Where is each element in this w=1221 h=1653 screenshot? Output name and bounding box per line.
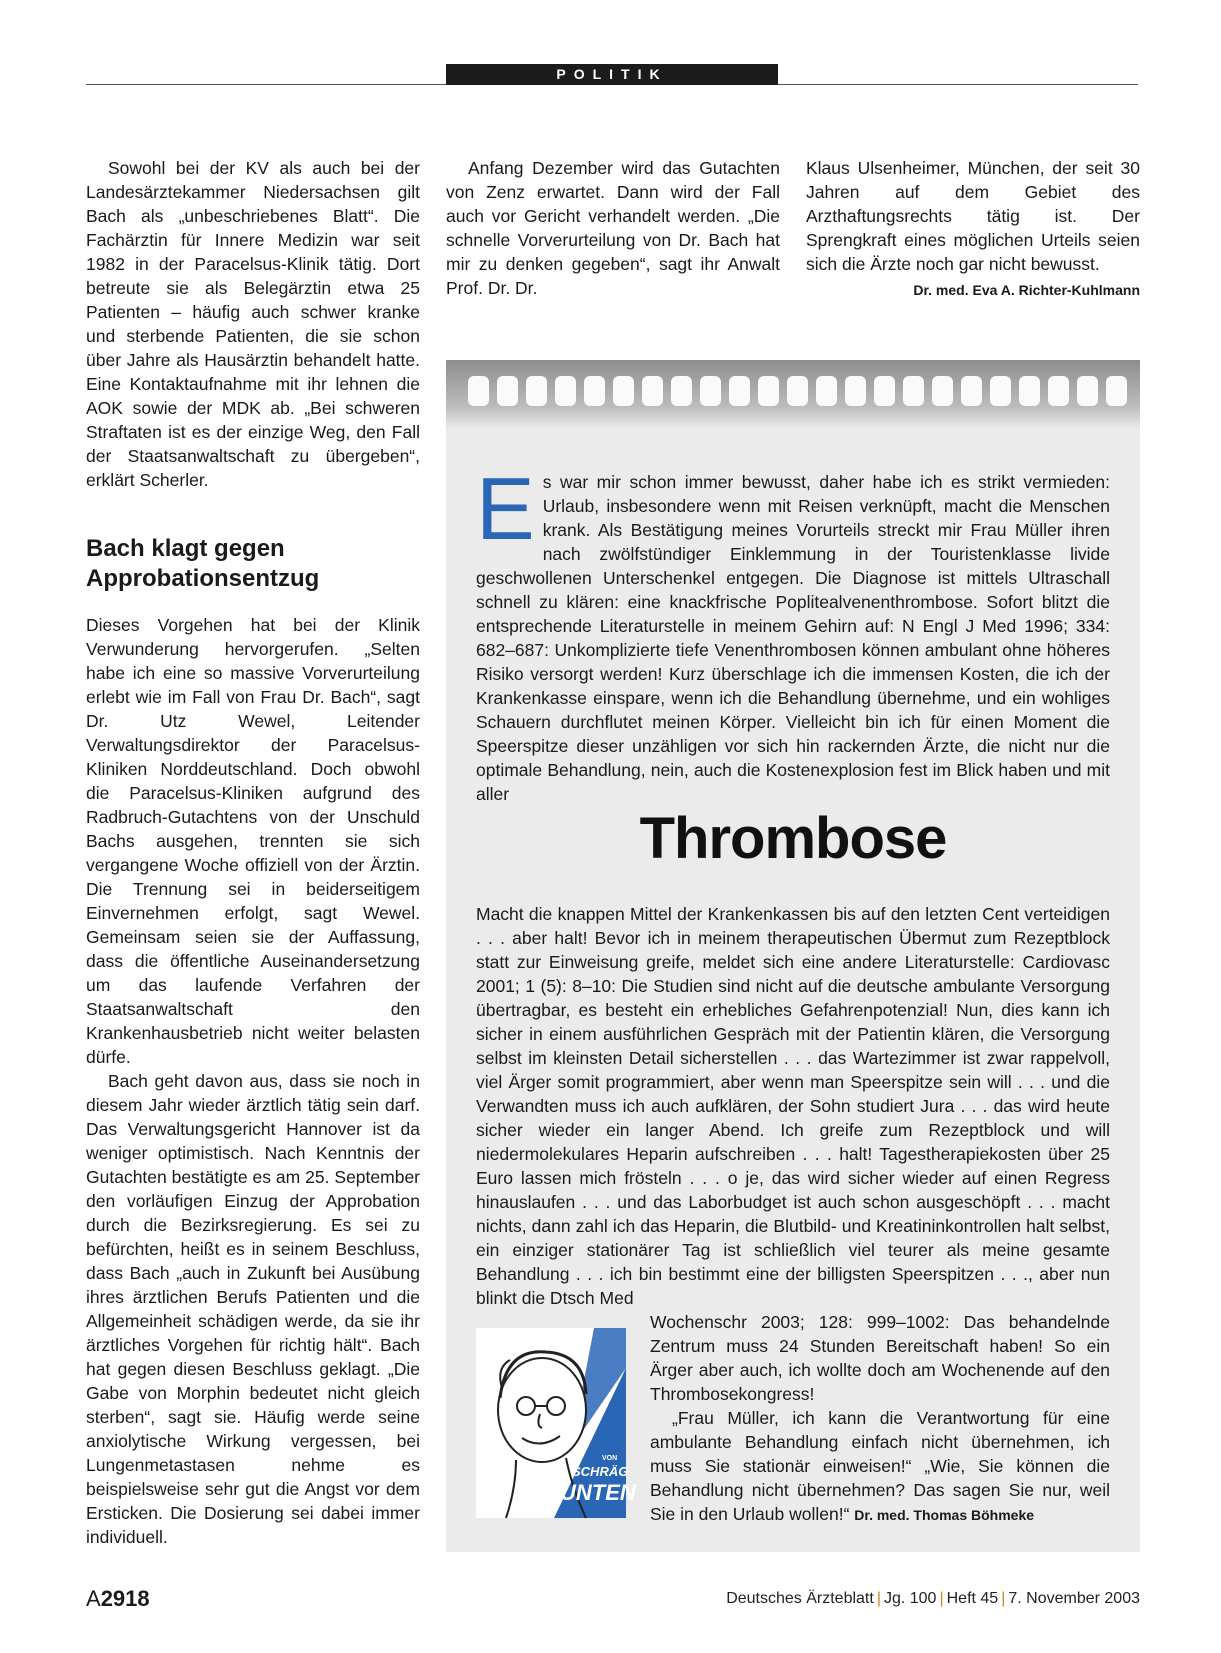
film-hole bbox=[642, 376, 663, 406]
section-label: POLITIK bbox=[446, 64, 778, 85]
box-body bbox=[476, 902, 1110, 1310]
film-hole bbox=[874, 376, 895, 406]
journal-name: Deutsches Ärzteblatt bbox=[726, 1590, 874, 1607]
article-author: Dr. med. Eva A. Richter-Kuhlmann bbox=[913, 282, 1140, 298]
box-title: Thrombose bbox=[639, 806, 947, 871]
box-intro-text: s war mir schon immer bewusst, daher habe ich es strikt vermieden: Urlaub, insbesondere wenn mit Reisen verknüpft, macht die Menschen krank. Als Bestätigung meines Vorurteils streckt mir Frau Müller ihren nach zwölfstündiger Einklemmung in der Touristenklasse livide geschwollenen Unterschenkel entgegen. Die Diagnose ist mittels Ultraschall schnell zu klären: eine knackfrische Poplitealvenenthrombose. Sofort blitzt die entsprechende Literaturstelle in meinem Gehirn auf: N Engl J Med 1996; 334: 682–687: Unkomplizierte tiefe Venenthrombosen können ambulant ohne höheres Risiko versorgt werden! Kurz überschlage ich die immensen Kosten, die ich der Krankenkasse einspare, wenn ich die Behandlung übernehme, und ein wohliges Schauern durchflutet meinen Körper. Vielleicht bin ich für einen Moment die Speerspitze dieser unzähligen vor sich hin rackernden Ärzte, die nicht nur die optimale Behandlung, nein, auch die Kostenexplosion fest im Blick haben und mit aller bbox=[476, 472, 1110, 804]
film-hole bbox=[932, 376, 953, 406]
column-1 bbox=[86, 156, 420, 492]
film-hole bbox=[758, 376, 779, 406]
cartoon-label-1: SCHRÄG bbox=[572, 1464, 629, 1479]
film-hole bbox=[468, 376, 489, 406]
box-body-text: Macht die knappen Mittel der Krankenkassen bis auf den letzten Cent verteidigen . . . aber halt! Bevor ich in meinem therapeutischen Übermut zum Rezeptblock statt zur Einweisung greife, meldet sich eine andere Literaturstelle: Cardiovasc 2001; 1 (5): 8–10: Die Studien sind nicht auf die deutsche ambulante Versorgung übertragbar, es besteht ein erhebliches Gefahrenpotenzial! Nun, dies kann ich sicher in einem ausführlichen Gespräch mit der Patientin klären, die Versorgung selbst im kleinsten Detail sicherstellen . . . das Wartezimmer ist zwar rappelvoll, viel Ärger somit programmiert, aber wenn man Speerspitze sein will . . . und die Verwandten muss ich auch aufklären, der Sohn studiert Jura . . . das wird heute sicher wieder ein langer Abend. Ich greife zum Rezeptblock und will niedermolekulares Heparin aufschreiben . . . halt! Tagestherapiekosten über 25 Euro lassen mich frösteln . . . o je, das wird sicher wieder auf einen Regress hinauslaufen . . . und das Laborbudget ist auch schon ausgeschöpft . . . macht nichts, dann zahl ich das Heparin, die Blutbild- und Kreatininkontrollen halt selbst, ein einziger stationärer Tag ist schließlich viel teurer als meine gesamte Behandlung . . . ich bin bestimmt eine der billigsten Speerspitzen . . ., aber nun blinkt die Dtsch Med bbox=[476, 904, 1110, 1308]
film-hole bbox=[1019, 376, 1040, 406]
journal-issue: Heft 45 bbox=[946, 1590, 999, 1607]
cartoon-portrait bbox=[476, 1328, 636, 1518]
column-1-continued bbox=[86, 613, 420, 1549]
journal-volume: Jg. 100 bbox=[883, 1590, 937, 1607]
drop-cap: E bbox=[476, 459, 535, 558]
col2-paragraph-1: Anfang Dezember wird das Gutachten von Zenz erwartet. Dann wird der Fall auch vor Gericht verhandelt werden. „Die schnelle Vorverurteilung von Dr. Bach hat mir zu denken gegeben“, sagt ihr Anwalt Prof. Dr. Dr. bbox=[446, 158, 780, 298]
page-number bbox=[86, 1586, 150, 1612]
film-hole bbox=[961, 376, 982, 406]
box-last-text: „Frau Müller, ich kann die Verantwortung für eine ambulante Behandlung einfach nicht übernehmen, ich muss Sie stationär einweisen!“ „Wie, Sie können die Behandlung nicht übernehmen? Das sagen Sie nur, weil Sie in den Urlaub wollen!“ bbox=[650, 1408, 1110, 1524]
film-hole bbox=[671, 376, 692, 406]
film-hole bbox=[1077, 376, 1098, 406]
box-intro bbox=[476, 459, 1110, 806]
film-hole bbox=[816, 376, 837, 406]
column-3 bbox=[806, 156, 1140, 302]
film-hole bbox=[584, 376, 605, 406]
film-hole bbox=[555, 376, 576, 406]
col1-paragraph-2: Dieses Vorgehen hat bei der Klinik Verwunderung hervorgerufen. „Selten habe ich eine so massive Vorverurteilung erlebt wie im Fall von Frau Dr. Bach“, sagt Dr. Utz Wewel, Leitender Verwaltungsdirektor der Paracelsus-Kliniken Norddeutschland. Doch obwohl die Paracelsus-Kliniken aufgrund des Radbruch-Gutachtens von der Unschuld Bachs ausgehen, trennten sie sich vergangene Woche offiziell von der Ärztin. Die Trennung sei in beiderseitigem Einvernehmen erfolgt, sagt Wewel. Gemeinsam seien sie der Auffassung, dass die öffentliche Auseinandersetzung um das laufende Verfahren der Staatsanwaltschaft den Krankenhausbetrieb nicht weiter belasten dürfe. bbox=[86, 615, 420, 1067]
box-last-paragraph bbox=[650, 1406, 1110, 1527]
film-hole bbox=[729, 376, 750, 406]
film-hole bbox=[990, 376, 1011, 406]
film-hole bbox=[497, 376, 518, 406]
col1-paragraph-3: Bach geht davon aus, dass sie noch in diesem Jahr wieder ärztlich tätig sein darf. Das Verwaltungsgericht Hannover ist da weniger optimistisch. Nach Kenntnis der Gutachten bestätigte es am 25. September den vorläufigen Einzug der Approbation durch die Bezirksregierung. Es sei zu befürchten, heißt es in seinem Beschluss, dass Bach „auch in Zukunft bei Ausübung ihres ärztlichen Berufs Patienten und die Allgemeinheit schädigen werde, da sie ihr ärztliches Vorgehen für richtig hält“. Bach hat gegen diesen Beschluss geklagt. „Die Gabe von Morphin bedeutet nicht gleich sterben“, sagt sie. Häufig werde seine anxiolytische Wirkung vergessen, bei Lungenmetastasen nehme es beispielsweise sehr gut die Angst vor dem Ersticken. Die Dosierung sei dabei immer individuell. bbox=[86, 1071, 420, 1547]
footer-citation: Deutsches Ärzteblatt | Jg. 100 | Heft 45 | 7. November 2003 bbox=[726, 1590, 1140, 1607]
box-body-cont-text: Wochenschr 2003; 128: 999–1002: Das behandelnde Zentrum muss 24 Stunden Bereitschaft haben! So ein Ärger aber auch, ich wollte doch am Wochenende auf den Thrombosekongress! bbox=[650, 1312, 1110, 1404]
film-hole bbox=[526, 376, 547, 406]
film-hole bbox=[845, 376, 866, 406]
film-hole bbox=[787, 376, 808, 406]
page-number-value: 2918 bbox=[100, 1586, 150, 1611]
subheading: Bach klagt gegen Approbationsentzug bbox=[86, 535, 320, 592]
cartoon-label-2: UNTEN bbox=[560, 1480, 636, 1505]
box-body-continued bbox=[650, 1310, 1110, 1527]
film-hole bbox=[1048, 376, 1069, 406]
film-hole bbox=[1106, 376, 1127, 406]
journal-date: 7. November 2003 bbox=[1008, 1590, 1140, 1607]
cartoon-label-small: VON bbox=[602, 1455, 618, 1462]
film-holes bbox=[446, 370, 1140, 410]
film-hole bbox=[903, 376, 924, 406]
film-hole bbox=[700, 376, 721, 406]
box-author: Dr. med. Thomas Böhmeke bbox=[854, 1507, 1035, 1523]
film-hole bbox=[613, 376, 634, 406]
column-2 bbox=[446, 156, 780, 300]
col3-paragraph-1: Klaus Ulsenheimer, München, der seit 30 Jahren auf dem Gebiet des Arzthaftungsrechts tätig ist. Der Sprengkraft eines möglichen Urteils seien sich die Ärzte noch gar nicht bewusst. bbox=[806, 158, 1140, 274]
col1-paragraph-1: Sowohl bei der KV als auch bei der Landesärztekammer Niedersachsen gilt Bach als „unbeschriebenes Blatt“. Die Fachärztin für Innere Medizin war seit 1982 in der Paracelsus-Klinik tätig. Dort betreute sie als Belegärztin etwa 25 Patienten – häufig auch schwer kranke und sterbende Patienten, die sie schon über Jahre als Hausärztin behandelt hatte. Eine Kontaktaufnahme mit ihr lehnen die AOK sowie der MDK ab. „Bei schweren Straftaten ist es der einzige Weg, den Fall der Staatsanwaltschaft zu übergeben“, erklärt Scherler. bbox=[86, 158, 420, 490]
page-prefix: A bbox=[86, 1586, 101, 1611]
